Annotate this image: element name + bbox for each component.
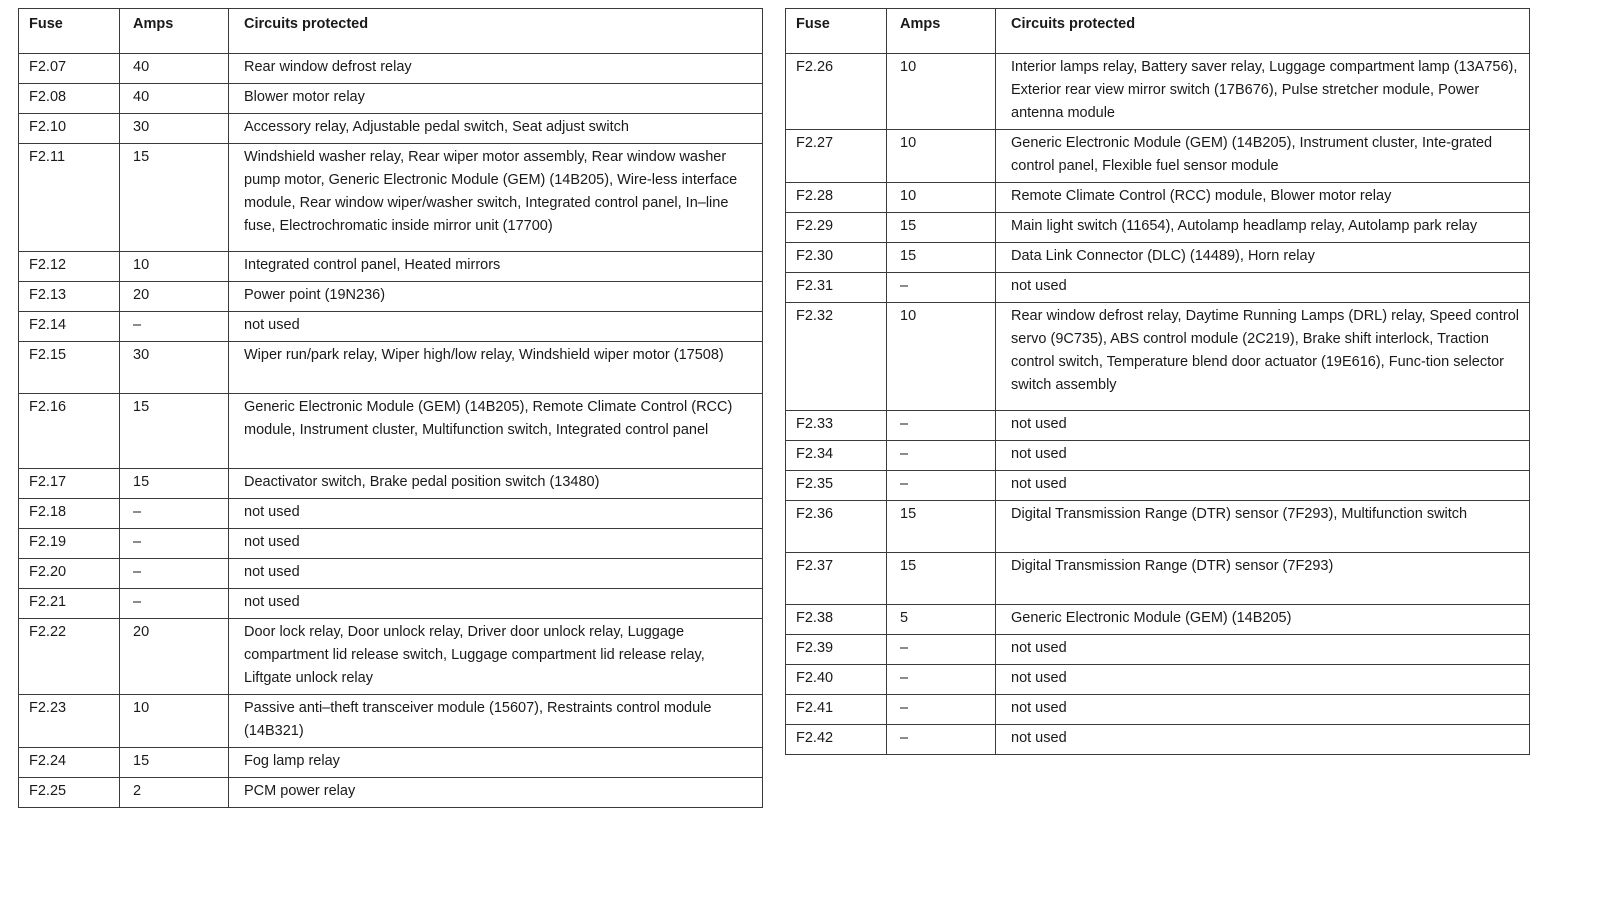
amps-cell: 15 xyxy=(887,501,996,553)
table-row xyxy=(19,342,763,394)
fuse-cell: F2.42 xyxy=(786,725,887,755)
circuits-cell: not used xyxy=(229,499,763,529)
table-row xyxy=(19,469,763,499)
circuits-cell: not used xyxy=(229,529,763,559)
table-header-row xyxy=(786,9,1530,54)
circuits-cell: not used xyxy=(996,665,1530,695)
circuits-cell: Fog lamp relay xyxy=(229,748,763,778)
fuse-cell: F2.31 xyxy=(786,273,887,303)
amps-cell: 20 xyxy=(120,619,229,695)
fuse-cell: F2.15 xyxy=(19,342,120,394)
amps-cell: 40 xyxy=(120,84,229,114)
table-header-row xyxy=(19,9,763,54)
fuse-cell: F2.32 xyxy=(786,303,887,411)
header-fuse: Fuse xyxy=(19,9,120,54)
amps-cell: 15 xyxy=(120,748,229,778)
table-row xyxy=(19,529,763,559)
amps-cell: 2 xyxy=(120,778,229,808)
amps-cell: – xyxy=(887,635,996,665)
table-row xyxy=(786,243,1530,273)
fuse-cell: F2.33 xyxy=(786,411,887,441)
table-row xyxy=(19,559,763,589)
circuits-cell: not used xyxy=(996,411,1530,441)
amps-cell: – xyxy=(120,499,229,529)
circuits-cell: not used xyxy=(996,695,1530,725)
circuits-cell: Windshield washer relay, Rear wiper motor assembly, Rear window washer pump motor, Generic Electronic Module (GEM) (14B205), Wire-less interface module, Rear window wiper/washer switch, Integrated control panel, In–line fuse, Electrochromatic inside mirror unit (17700) xyxy=(229,144,763,252)
table-row xyxy=(786,213,1530,243)
fuse-cell: F2.16 xyxy=(19,394,120,469)
fuse-table-left-body xyxy=(19,54,763,808)
fuse-cell: F2.34 xyxy=(786,441,887,471)
header-circuits: Circuits protected xyxy=(996,9,1530,54)
table-row xyxy=(19,84,763,114)
amps-cell: – xyxy=(887,273,996,303)
circuits-cell: Main light switch (11654), Autolamp headlamp relay, Autolamp park relay xyxy=(996,213,1530,243)
table-row xyxy=(786,411,1530,441)
fuse-cell: F2.08 xyxy=(19,84,120,114)
amps-cell: 30 xyxy=(120,114,229,144)
circuits-cell: Deactivator switch, Brake pedal position switch (13480) xyxy=(229,469,763,499)
fuse-cell: F2.17 xyxy=(19,469,120,499)
fuse-cell: F2.24 xyxy=(19,748,120,778)
fuse-cell: F2.38 xyxy=(786,605,887,635)
table-row xyxy=(786,635,1530,665)
fuse-cell: F2.11 xyxy=(19,144,120,252)
circuits-cell: Wiper run/park relay, Wiper high/low relay, Windshield wiper motor (17508) xyxy=(229,342,763,394)
fuse-cell: F2.39 xyxy=(786,635,887,665)
table-row xyxy=(19,695,763,748)
amps-cell: – xyxy=(887,665,996,695)
table-row xyxy=(786,303,1530,411)
amps-cell: – xyxy=(887,441,996,471)
fuse-cell: F2.40 xyxy=(786,665,887,695)
amps-cell: 10 xyxy=(887,54,996,130)
fuse-cell: F2.13 xyxy=(19,282,120,312)
table-row xyxy=(19,748,763,778)
circuits-cell: Passive anti–theft transceiver module (15607), Restraints control module (14B321) xyxy=(229,695,763,748)
table-row xyxy=(19,589,763,619)
circuits-cell: Digital Transmission Range (DTR) sensor (7F293) xyxy=(996,553,1530,605)
header-fuse: Fuse xyxy=(786,9,887,54)
table-row xyxy=(786,605,1530,635)
table-row xyxy=(786,273,1530,303)
amps-cell: – xyxy=(120,559,229,589)
circuits-cell: PCM power relay xyxy=(229,778,763,808)
amps-cell: – xyxy=(887,471,996,501)
amps-cell: 20 xyxy=(120,282,229,312)
fuse-cell: F2.41 xyxy=(786,695,887,725)
table-row xyxy=(19,54,763,84)
table-row xyxy=(786,471,1530,501)
fuse-cell: F2.27 xyxy=(786,130,887,183)
amps-cell: 10 xyxy=(887,303,996,411)
fuse-cell: F2.22 xyxy=(19,619,120,695)
fuse-table-left xyxy=(18,8,763,808)
amps-cell: – xyxy=(120,529,229,559)
table-row xyxy=(19,778,763,808)
circuits-cell: Generic Electronic Module (GEM) (14B205), Instrument cluster, Inte-grated control panel, Flexible fuel sensor module xyxy=(996,130,1530,183)
fuse-table-right-body xyxy=(786,54,1530,755)
amps-cell: 15 xyxy=(887,553,996,605)
amps-cell: – xyxy=(887,725,996,755)
fuse-cell: F2.14 xyxy=(19,312,120,342)
circuits-cell: Generic Electronic Module (GEM) (14B205), Remote Climate Control (RCC) module, Instrument cluster, Multifunction switch, Integrated control panel xyxy=(229,394,763,469)
fuse-cell: F2.07 xyxy=(19,54,120,84)
circuits-cell: Rear window defrost relay, Daytime Running Lamps (DRL) relay, Speed control servo (9C735), ABS control module (2C219), Brake shift interlock, Traction control switch, Temperature blend door actuator (19E616), Func-tion selector switch assembly xyxy=(996,303,1530,411)
amps-cell: 30 xyxy=(120,342,229,394)
circuits-cell: not used xyxy=(229,312,763,342)
fuse-cell: F2.10 xyxy=(19,114,120,144)
fuse-cell: F2.26 xyxy=(786,54,887,130)
header-circuits: Circuits protected xyxy=(229,9,763,54)
amps-cell: – xyxy=(887,411,996,441)
header-amps: Amps xyxy=(887,9,996,54)
table-row xyxy=(19,394,763,469)
amps-cell: – xyxy=(887,695,996,725)
table-row xyxy=(19,114,763,144)
amps-cell: – xyxy=(120,589,229,619)
fuse-cell: F2.20 xyxy=(19,559,120,589)
fuse-cell: F2.18 xyxy=(19,499,120,529)
circuits-cell: Data Link Connector (DLC) (14489), Horn relay xyxy=(996,243,1530,273)
table-row xyxy=(786,695,1530,725)
circuits-cell: not used xyxy=(996,471,1530,501)
amps-cell: 40 xyxy=(120,54,229,84)
table-row xyxy=(786,183,1530,213)
circuits-cell: Blower motor relay xyxy=(229,84,763,114)
fuse-cell: F2.21 xyxy=(19,589,120,619)
circuits-cell: Integrated control panel, Heated mirrors xyxy=(229,252,763,282)
circuits-cell: Remote Climate Control (RCC) module, Blower motor relay xyxy=(996,183,1530,213)
circuits-cell: Digital Transmission Range (DTR) sensor (7F293), Multifunction switch xyxy=(996,501,1530,553)
fuse-cell: F2.25 xyxy=(19,778,120,808)
table-row xyxy=(19,312,763,342)
fuse-cell: F2.36 xyxy=(786,501,887,553)
amps-cell: 10 xyxy=(120,695,229,748)
amps-cell: 15 xyxy=(887,243,996,273)
amps-cell: 15 xyxy=(120,394,229,469)
table-row xyxy=(19,282,763,312)
circuits-cell: Generic Electronic Module (GEM) (14B205) xyxy=(996,605,1530,635)
table-row xyxy=(786,553,1530,605)
fuse-cell: F2.19 xyxy=(19,529,120,559)
table-row xyxy=(786,54,1530,130)
fuse-cell: F2.35 xyxy=(786,471,887,501)
amps-cell: 15 xyxy=(120,144,229,252)
table-row xyxy=(786,725,1530,755)
circuits-cell: not used xyxy=(996,273,1530,303)
table-row xyxy=(786,441,1530,471)
circuits-cell: not used xyxy=(229,559,763,589)
circuits-cell: Rear window defrost relay xyxy=(229,54,763,84)
fuse-cell: F2.37 xyxy=(786,553,887,605)
fuse-cell: F2.23 xyxy=(19,695,120,748)
fuse-cell: F2.12 xyxy=(19,252,120,282)
table-row xyxy=(19,499,763,529)
fuse-cell: F2.29 xyxy=(786,213,887,243)
circuits-cell: Door lock relay, Door unlock relay, Driver door unlock relay, Luggage compartment lid release switch, Luggage compartment lid release relay, Liftgate unlock relay xyxy=(229,619,763,695)
circuits-cell: Accessory relay, Adjustable pedal switch, Seat adjust switch xyxy=(229,114,763,144)
header-amps: Amps xyxy=(120,9,229,54)
circuits-cell: not used xyxy=(996,635,1530,665)
fuse-cell: F2.30 xyxy=(786,243,887,273)
amps-cell: – xyxy=(120,312,229,342)
amps-cell: 10 xyxy=(887,130,996,183)
table-row xyxy=(786,501,1530,553)
circuits-cell: not used xyxy=(229,589,763,619)
circuits-cell: Interior lamps relay, Battery saver relay, Luggage compartment lamp (13A756), Exterior rear view mirror switch (17B676), Pulse stretcher module, Power antenna module xyxy=(996,54,1530,130)
circuits-cell: Power point (19N236) xyxy=(229,282,763,312)
table-row xyxy=(19,252,763,282)
amps-cell: 10 xyxy=(120,252,229,282)
amps-cell: 5 xyxy=(887,605,996,635)
amps-cell: 15 xyxy=(120,469,229,499)
circuits-cell: not used xyxy=(996,725,1530,755)
fuse-cell: F2.28 xyxy=(786,183,887,213)
amps-cell: 15 xyxy=(887,213,996,243)
amps-cell: 10 xyxy=(887,183,996,213)
table-row xyxy=(19,144,763,252)
circuits-cell: not used xyxy=(996,441,1530,471)
fuse-table-right xyxy=(785,8,1530,755)
table-row xyxy=(19,619,763,695)
table-row xyxy=(786,665,1530,695)
table-row xyxy=(786,130,1530,183)
